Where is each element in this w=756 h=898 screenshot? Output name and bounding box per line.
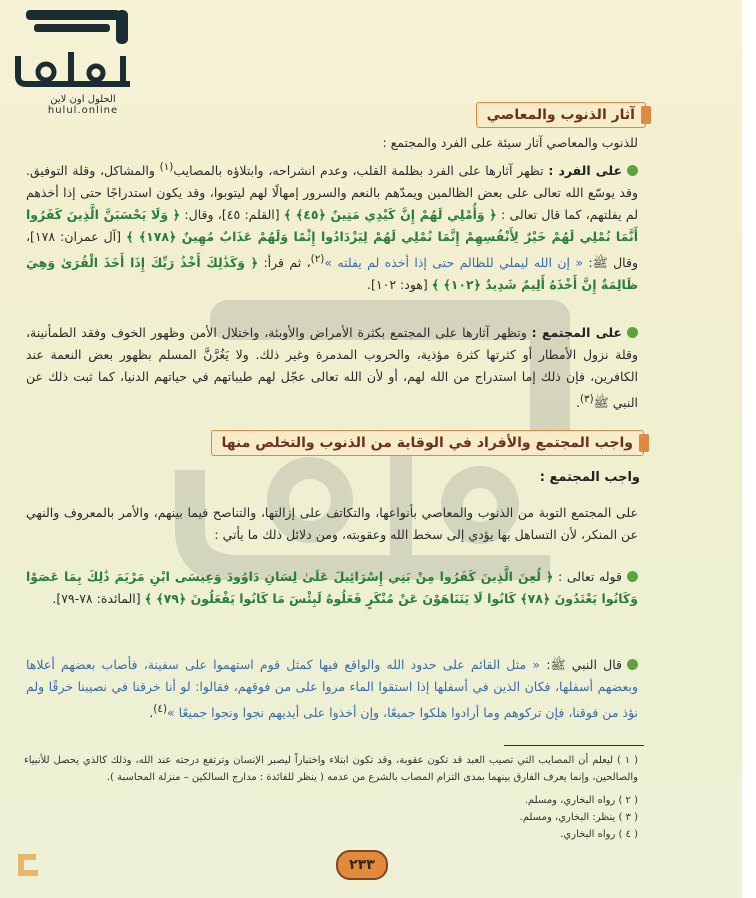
section2-paragraph: على المجتمع التوبة من الذنوب والمعاصي بأنواعها، والتكاتف على إزالتها، والتناصح فيما بينهم، والأمر بالمعروف والنهي عن المنكر، لأن التساهل بها يؤدي إلى سخط الله وعقوبته، ومن دلائل ذلك ما يأتي :: [26, 505, 638, 542]
footnote-4: ( ٤ ) رواه البخاري.: [560, 829, 638, 840]
section2-bullet-quran: قوله تعالى : ﴿ لُعِنَ الَّذِينَ كَفَرُوا مِنْ بَنِي إِسْرَائِيلَ عَلَىٰ لِسَانِ دَاوُودَ وَعِيسَى ابْنِ مَرْيَمَ ذَٰلِكَ بِمَا عَصَوْا وَكَانُوا يَعْتَدُونَ ﴿٧٨﴾ كَانُوا لَا يَتَنَاهَوْنَ عَنْ مُنْكَرٍ فَعَلُوهُ لَبِئْسَ مَا كَانُوا يَفْعَلُونَ ﴿٧٩﴾ ﴾ [المائدة: ٧٨-٧٩].: [26, 569, 638, 606]
logo-mark-icon: [20, 8, 138, 48]
section-heading-duty: واجب المجتمع والأفراد في الوقاية من الذنوب والتخلص منها: [211, 430, 645, 456]
hadith-text: « إن الله ليملي للظالم حتى إذا أخذه لم يفلته »: [324, 255, 584, 271]
quran-verse: ﴿ وَلَا يَحْسَبَنَّ الَّذِينَ كَفَرُوا أَنَّمَا نُمْلِي لَهُمْ خَيْرٌ لِأَنْفُسِهِمْ إِنَّمَا نُمْلِي لَهُمْ لِيَزْدَادُوا إِثْمًا وَلَهُمْ عَذَابٌ مُهِينٌ ﴿١٧٨﴾ ﴾: [26, 207, 638, 245]
bullet-icon: [627, 327, 638, 338]
footnote-ref[interactable]: (٤): [153, 703, 168, 715]
footnote-2: ( ٢ ) رواه البخاري، ومسلم.: [524, 795, 638, 806]
subheading-society-duty: واجب المجتمع :: [539, 470, 640, 485]
footnote-divider: [504, 745, 644, 746]
bullet-icon: [627, 165, 638, 176]
section2-bullet-hadith: قال النبي ﷺ: « مثل القائم على حدود الله والواقع فيها كمثل قوم استهموا على سفينة، فأصاب بعضهم أعلاها وبعضهم أسفلها، فكان الذين في أسفلها إذا استقوا الماء مروا على من فوقهم، فقالوا: لو أنا خرقنا في نصيبنا خرقًا ولم نؤذ من فوقنا، فإن تركوهم وما أرادوا هلكوا جميعًا، وإن أخذوا على أيديهم نجوا ونجوا جميعًا »$^{(٤)}$.: [26, 657, 638, 721]
footnote-ref[interactable]: (٣): [579, 393, 594, 405]
section1-paragraph-individual: على الفرد : تظهر آثارها على الفرد بظلمة القلب، وعدم انشراحه، وابتلاؤه بالمصايب$^{(١)}$ والمشاكل، وقلة التوفيق. وقد يوسّع الله تعالى على بعض الظالمين ويمدّهم بالنعم والسرور إمهالًا لهم ليتوبوا، وقد يكون استدراجًا حتى إذا أخذهم لم يفلتهم، كما قال تعالى : ﴿ وَأُمْلِي لَهُمْ إِنَّ كَيْدِي مَتِينٌ ﴿٤٥﴾ ﴾ [القلم: ٤٥]، وقال: ﴿ وَلَا يَحْسَبَنَّ الَّذِينَ كَفَرُوا أَنَّمَا نُمْلِي لَهُمْ خَيْرٌ لِأَنْفُسِهِمْ إِنَّمَا نُمْلِي لَهُمْ لِيَزْدَادُوا إِثْمًا وَلَهُمْ عَذَابٌ مُهِينٌ ﴿١٧٨﴾ ﴾ [آل عمران: ١٧٨]، وقال ﷺ: « إن الله ليملي للظالم حتى إذا أخذه لم يفلته »$^{(٢)}$، ثم قرأ: ﴿ وَكَذَٰلِكَ أَخْذُ رَبِّكَ إِذَا أَخَذَ الْقُرَىٰ وَهِيَ ظَالِمَةٌ إِنَّ أَخْذَهُ أَلِيمٌ شَدِيدٌ ﴿١٠٢﴾ ﴾ [هود: ١٠٢].: [26, 161, 639, 293]
footnote-ref[interactable]: (١): [159, 161, 174, 173]
quran-verse: ﴿ وَأُمْلِي لَهُمْ إِنَّ كَيْدِي مَتِينٌ ﴿٤٥﴾ ﴾: [283, 207, 497, 223]
footnote-1: ( ١ ) ليعلم أن المصايب التي تصيب العبد قد تكون عقوبة، وقد تكون ابتلاء واختباراً ليصبر الإنسان وترتفع درجته عند الله، وذلك كالذي يحصل للأنبياء والصالحين، وإنما يعرف الفارق بينهما بمدى التزام المصاب بالشرع من عدمه ( ينظر للفائدة : مدارج السالكين – منزلة المحاسبة ).: [24, 755, 638, 783]
quran-verse: ﴿ وَكَذَٰلِكَ أَخْذُ رَبِّكَ إِذَا أَخَذَ الْقُرَىٰ وَهِيَ ظَالِمَةٌ إِنَّ أَخْذَهُ أَلِيمٌ شَدِيدٌ ﴿١٠٢﴾ ﴾: [26, 255, 638, 293]
quran-verse: ﴿ لُعِنَ الَّذِينَ كَفَرُوا مِنْ بَنِي إِسْرَائِيلَ عَلَىٰ لِسَانِ دَاوُودَ وَعِيسَى ابْنِ مَرْيَمَ ذَٰلِكَ بِمَا عَصَوْا وَكَانُوا يَعْتَدُونَ ﴿٧٨﴾ كَانُوا لَا يَتَنَاهَوْنَ عَنْ مُنْكَرٍ فَعَلُوهُ لَبِئْسَ مَا كَانُوا يَفْعَلُونَ ﴿٧٩﴾ ﴾: [26, 569, 638, 606]
page-number: ٢٣٣: [336, 850, 388, 880]
bullet-icon: [627, 571, 638, 582]
bullet-icon: [627, 659, 638, 670]
logo-subtitle: الحلول اون لاين hulul.online: [47, 94, 119, 116]
footnote-3: ( ٣ ) ينظر: البخاري، ومسلم.: [519, 812, 638, 823]
section1-intro: للذنوب والمعاصي آثار سيئة على الفرد والمجتمع :: [382, 135, 638, 150]
hadith-text: « مثل القائم على حدود الله والواقع فيها كمثل قوم استهموا على سفينة، فأصاب بعضهم أعلاها وبعضهم أسفلها، فكان الذين في أسفلها إذا استقوا الماء مروا على من فوقهم، فقالوا: لو أنا خرقنا في نصيبنا خرقًا ولم نؤذ من فوقنا، فإن تركوهم وما أرادوا هلكوا جميعًا، وإن أخذوا على أيديهم نجوا ونجوا جميعًا »: [26, 657, 638, 721]
site-logo[interactable]: [12, 6, 152, 114]
section1-paragraph-society: على المجتمع : وتظهر آثارها على المجتمع بكثرة الأمراض والأوبئة، واختلال الأمن وظهور الخوف وفقد الطمأنينة، وقلة نزول الأمطار أو كثرتها كثرة مؤذية، والحروب المدمرة وغير ذلك. ولا يَغُرَّنَّ المسلم بظهور بعض النعمة عند الكافرين، فإن ذلك إما استدراج من الله لهم، أو لأن الله تعالى عجّل لهم طيباتهم في حياتهم الدنيا، كما ثبت ذلك عن النبي ﷺ$^{(٣)}$.: [26, 325, 638, 411]
corner-logo-icon: [14, 850, 42, 880]
section-heading-effects: آثار الذنوب والمعاصي: [476, 102, 646, 128]
logo-word-icon: [12, 48, 140, 88]
page-margin: [742, 0, 756, 898]
footnote-ref[interactable]: (٢): [310, 253, 325, 266]
